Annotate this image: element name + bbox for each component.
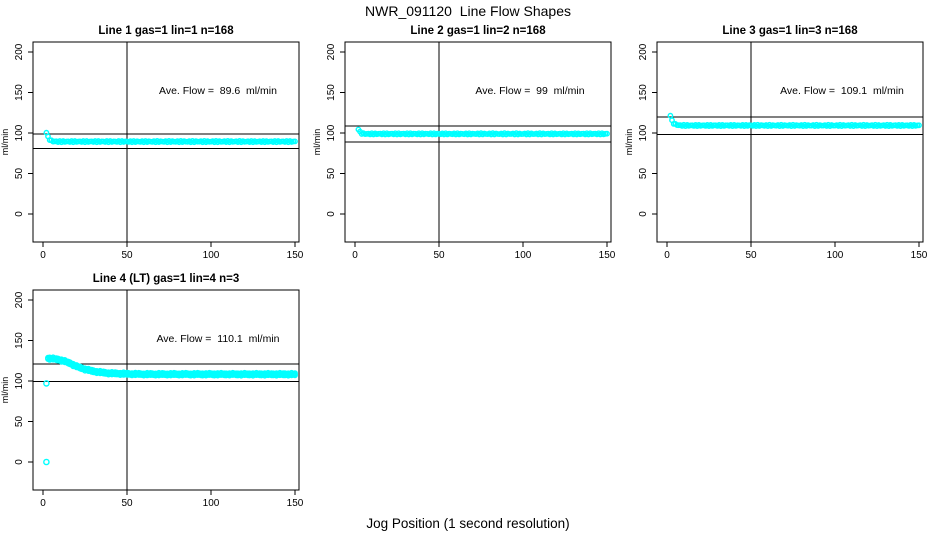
y-tick-label: 50 <box>14 167 25 180</box>
ave-flow-label: Ave. Flow = 89.6 ml/min <box>159 85 277 97</box>
plot-canvas-3 <box>624 20 936 268</box>
y-tick-label: 200 <box>14 43 25 61</box>
y-tick-label: 0 <box>326 211 337 217</box>
y-tick-label: 50 <box>14 415 25 428</box>
x-tick-label: 50 <box>433 250 445 261</box>
data-points-group <box>44 131 297 145</box>
y-tick-label: 100 <box>326 124 337 142</box>
y-axis-unit-label: ml/min <box>0 128 10 156</box>
x-tick-label: 150 <box>598 250 616 261</box>
x-tick-label: 0 <box>40 498 46 509</box>
figure-title: NWR_091120 Line Flow Shapes <box>365 3 571 19</box>
plot-panel-3 <box>624 20 936 273</box>
plot-canvas-1 <box>0 20 312 268</box>
y-tick-label: 200 <box>326 43 337 61</box>
data-points-group <box>668 114 921 129</box>
y-axis-unit-label: ml/min <box>624 128 634 156</box>
y-tick-label: 100 <box>14 372 25 390</box>
data-points-group <box>356 127 609 136</box>
y-tick-label: 100 <box>14 124 25 142</box>
ave-flow-label: Ave. Flow = 110.1 ml/min <box>156 333 280 345</box>
x-tick-label: 50 <box>121 250 133 261</box>
y-tick-label: 50 <box>326 167 337 180</box>
y-axis-unit-label: ml/min <box>0 376 10 404</box>
plot-title: Line 4 (LT) gas=1 lin=4 n=3 <box>92 273 240 285</box>
plot-panel-1 <box>0 20 312 273</box>
x-tick-label: 100 <box>202 498 220 509</box>
x-tick-label: 50 <box>745 250 757 261</box>
y-tick-label: 150 <box>14 84 25 101</box>
x-tick-label: 50 <box>121 498 133 509</box>
y-tick-label: 0 <box>638 211 649 217</box>
plot-box <box>33 290 299 490</box>
x-tick-label: 100 <box>514 250 532 261</box>
ave-flow-label: Ave. Flow = 99 ml/min <box>475 85 585 97</box>
plot-title: Line 1 gas=1 lin=1 n=168 <box>98 25 234 37</box>
x-tick-label: 150 <box>910 250 928 261</box>
x-tick-label: 150 <box>286 250 304 261</box>
outlier-data-point <box>44 459 49 464</box>
y-tick-label: 200 <box>14 291 25 309</box>
data-point <box>668 114 672 118</box>
ave-flow-label: Ave. Flow = 109.1 ml/min <box>780 85 904 97</box>
y-tick-label: 0 <box>14 459 25 465</box>
x-tick-label: 0 <box>40 250 46 261</box>
x-axis-label: Jog Position (1 second resolution) <box>366 516 570 531</box>
y-tick-label: 150 <box>326 84 337 101</box>
plot-panel-4 <box>0 268 312 521</box>
y-tick-label: 200 <box>638 43 649 61</box>
plot-canvas-2 <box>312 20 624 268</box>
plot-title: Line 2 gas=1 lin=2 n=168 <box>410 25 546 37</box>
y-tick-label: 50 <box>638 167 649 180</box>
plot-box <box>657 42 923 242</box>
x-tick-label: 150 <box>286 498 304 509</box>
x-tick-label: 0 <box>664 250 670 261</box>
plot-title: Line 3 gas=1 lin=3 n=168 <box>722 25 858 37</box>
plot-canvas-4 <box>0 268 312 516</box>
y-tick-label: 0 <box>14 211 25 217</box>
y-tick-label: 100 <box>638 124 649 142</box>
y-tick-label: 150 <box>638 84 649 101</box>
x-tick-label: 100 <box>202 250 220 261</box>
x-tick-label: 100 <box>826 250 844 261</box>
y-tick-label: 150 <box>14 332 25 349</box>
y-axis-unit-label: ml/min <box>312 128 322 156</box>
data-points-group <box>44 355 297 464</box>
x-tick-label: 0 <box>352 250 358 261</box>
plot-panel-2 <box>312 20 624 273</box>
